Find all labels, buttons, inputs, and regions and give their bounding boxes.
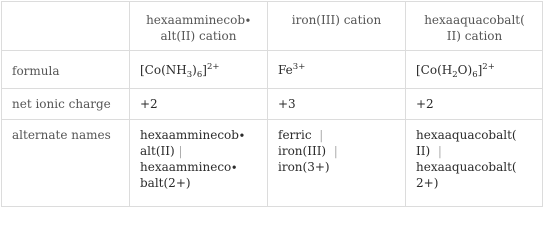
name-separator: |: [319, 128, 324, 142]
header-hexaaquacobalt: [406, 12, 543, 44]
row-label-net-ionic-charge: net ionic charge: [12, 97, 111, 111]
name-separator: |: [333, 144, 338, 158]
formula-hexaaquacobalt: $[Co(H_2O)_6]^{2+}$: [416, 62, 495, 80]
header-line: hexaaquacobalt(: [424, 13, 525, 27]
alt-name-line: hexaammineco∙: [140, 160, 238, 174]
alt-name-line: iron(III): [278, 144, 327, 158]
alt-name-line: hexaaquacobalt(: [416, 128, 517, 142]
header-line: II) cation: [446, 29, 503, 43]
name-separator: |: [178, 144, 183, 158]
altnames-hexaamminecobalt: [140, 127, 267, 191]
row-label-formula: formula: [12, 64, 60, 78]
row-label-alternate-names: alternate names: [12, 128, 111, 142]
header-hexaamminecobalt: [130, 12, 267, 44]
alt-name-line: balt(2+): [140, 176, 191, 190]
charge-iron-iii: +3: [278, 97, 296, 111]
alt-name-line: ferric: [278, 128, 312, 142]
row-divider: [2, 50, 542, 51]
comparison-table: [1, 1, 543, 207]
header-line: hexaamminecob∙: [146, 13, 251, 27]
alt-name-line: hexaamminecob∙: [140, 128, 245, 142]
row-divider: [2, 88, 542, 89]
charge-hexaamminecobalt: +2: [140, 97, 158, 111]
row-divider: [2, 119, 542, 120]
alt-name-line: alt(II): [140, 144, 175, 158]
formula-iron-iii: $Fe^{3+}$: [278, 62, 306, 77]
formula-hexaamminecobalt: $[Co(NH_3)_6]^{2+}$: [140, 62, 220, 80]
alt-name-line: 2+): [416, 176, 439, 190]
alt-name-line: II): [416, 144, 431, 158]
header-line: alt(II) cation: [160, 29, 237, 43]
alt-name-line: hexaaquacobalt(: [416, 160, 517, 174]
altnames-iron-iii: [278, 127, 405, 175]
column-divider: [267, 2, 268, 206]
altnames-hexaaquacobalt: [416, 127, 543, 191]
header-line: iron(III) cation: [291, 13, 382, 27]
charge-hexaaquacobalt: +2: [416, 97, 434, 111]
name-separator: |: [437, 144, 442, 158]
header-iron-iii: [268, 12, 405, 28]
alt-name-line: iron(3+): [278, 160, 330, 174]
